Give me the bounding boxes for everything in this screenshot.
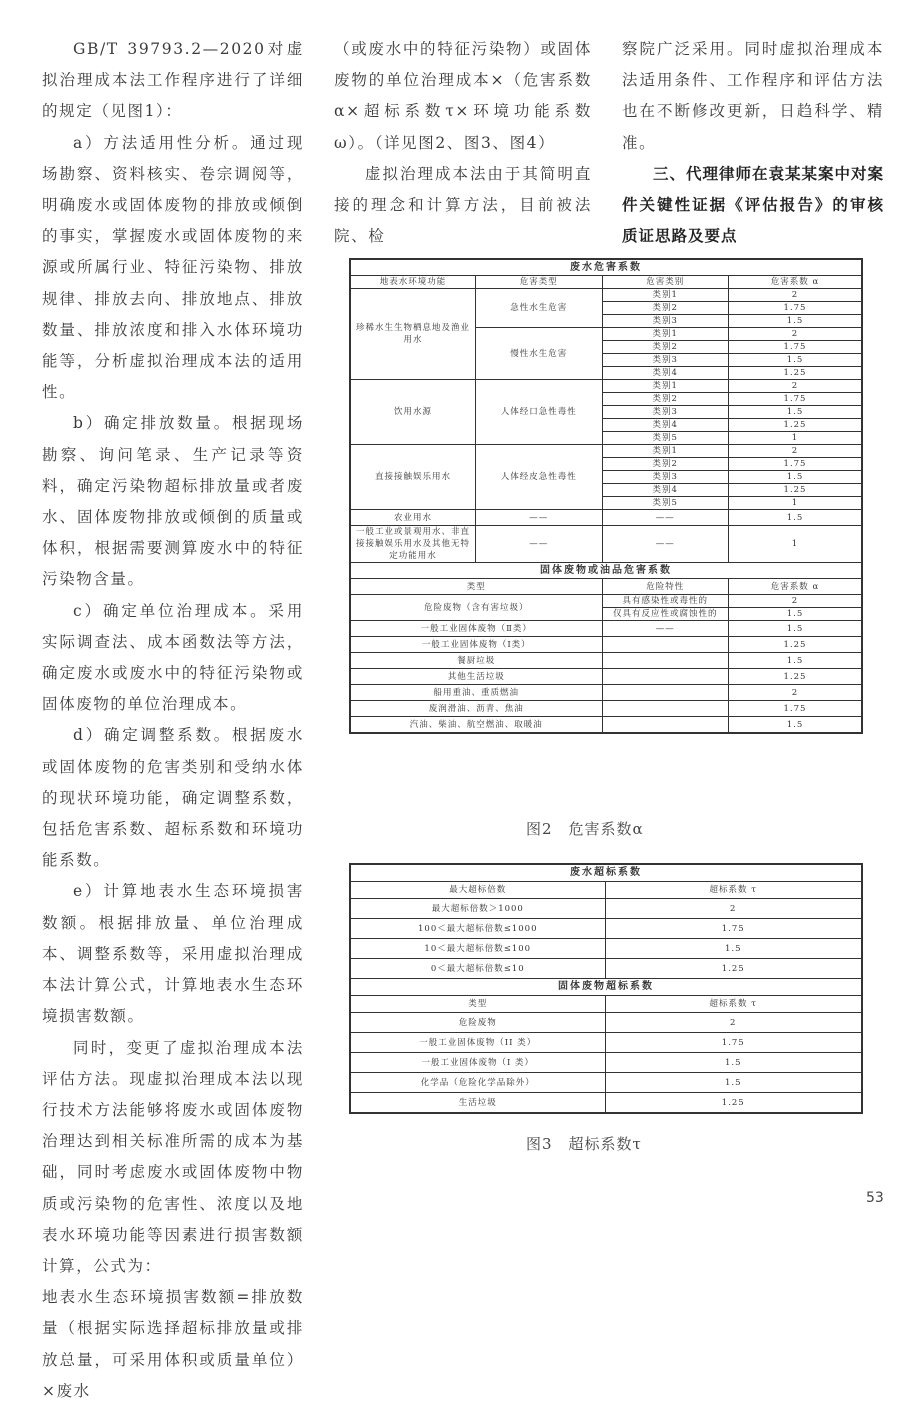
figure-3-caption: 图3 超标系数τ <box>526 1135 642 1153</box>
hazard-value-cell: 1.5 <box>729 717 863 734</box>
paragraph: （或废水中的特征污染物）或固体废物的单位治理成本×（危害系数α×超标系数τ×环境功能系数ω）。（详见图2、图3、图4） <box>334 40 592 152</box>
hazard-category-cell: —— <box>602 510 729 526</box>
table-row <box>350 899 862 919</box>
paragraph: c）确定单位治理成本。采用实际调查法、成本函数法等方法，确定废水或废水中的特征污染物或固体废物的单位治理成本。 <box>42 601 304 714</box>
column-header: 危害类别 <box>602 276 729 289</box>
hazard-feature-cell <box>602 637 729 653</box>
exceedance-value-cell: 1.5 <box>605 939 862 959</box>
exceedance-range-cell: 0＜最大超标倍数≤10 <box>350 959 605 979</box>
solid-type-cell: 一般工业固体废物（Ⅱ类） <box>350 621 602 637</box>
water-function-cell: 珍稀水生生物栖息地及渔业 用水 <box>350 289 476 380</box>
solid-type-cell: 其他生活垃圾 <box>350 669 602 685</box>
hazard-value-cell: 1.75 <box>729 701 863 717</box>
water-function-cell: 农业用水 <box>350 510 476 526</box>
column-header: 超标系数 τ <box>605 882 862 899</box>
solid-type-cell: 船用重油、重质燃油 <box>350 685 602 701</box>
paragraph: d）确定调整系数。根据废水或固体废物的危害类别和受纳水体的现状环境功能，确定调整系数，包括危害系数、超标系数和环境功能系数。 <box>42 726 304 870</box>
paragraph: 虚拟治理成本法由于其简明直接的理念和计算方法，目前被法院、检 <box>334 164 592 246</box>
exceedance-range-cell: 100＜最大超标倍数≤1000 <box>350 919 605 939</box>
hazard-value-cell: 1 <box>729 432 863 445</box>
table-title: 废水超标系数 <box>350 864 862 882</box>
table-row <box>350 1053 862 1073</box>
solid-type-cell: 汽油、柴油、航空燃油、取暖油 <box>350 717 602 734</box>
hazard-feature-cell: —— <box>602 621 729 637</box>
hazard-value-cell: 1.75 <box>729 458 863 471</box>
table-title: 固体废物或油品危害系数 <box>350 563 862 579</box>
hazard-value-cell: 1.25 <box>729 419 863 432</box>
text-column-1 <box>42 34 304 1407</box>
hazard-category-cell: 类别4 <box>602 419 729 432</box>
hazard-feature-cell <box>602 653 729 669</box>
column-header: 类型 <box>350 579 602 595</box>
solid-type-cell: 危险废物 <box>350 1013 605 1033</box>
paragraph: b）确定排放数量。根据现场勘察、询问笔录、生产记录等资料，确定污染物超标排放量或者废水、固体废物排放或倾倒的质量或体积，根据需要测算废水中的特征污染物含量。 <box>42 414 304 589</box>
table-header-row <box>350 579 862 595</box>
column-header: 地表水环境功能 <box>350 276 476 289</box>
table-row <box>350 669 862 685</box>
text-column-3 <box>622 34 884 252</box>
hazard-value-cell: 2 <box>729 328 863 341</box>
exceedance-value-cell: 1.75 <box>605 919 862 939</box>
table-row <box>350 380 862 393</box>
hazard-category-cell: 类别2 <box>602 393 729 406</box>
hazard-feature-cell <box>602 717 729 734</box>
hazard-value-cell: 1.5 <box>729 471 863 484</box>
water-function-cell: 直接接触娱乐用水 <box>350 445 476 510</box>
hazard-value-cell: 1.25 <box>729 637 863 653</box>
table-row <box>350 637 862 653</box>
paragraph: GB/T 39793.2—2020对虚拟治理成本法工作程序进行了详细的规定（见图1）： <box>42 40 304 121</box>
hazard-value-cell: 1.75 <box>729 302 863 315</box>
table-title-row <box>350 259 862 276</box>
table-row <box>350 939 862 959</box>
table-row <box>350 653 862 669</box>
paragraph: e）计算地表水生态环境损害数额。根据排放量、单位治理成本、调整系数等，采用虚拟治理成本法计算公式，计算地表水生态环境损害数额。 <box>42 882 304 1026</box>
hazard-value-cell: 1.5 <box>729 315 863 328</box>
table-row <box>350 919 862 939</box>
hazard-value-cell: 1.5 <box>729 510 863 526</box>
column-header: 类型 <box>350 996 605 1013</box>
hazard-coefficient-table <box>349 258 863 734</box>
table-row <box>350 445 862 458</box>
paragraph: 地表水生态环境损害数额=排放数量（根据实际选择超标排放量或排放总量，可采用体积或质量单位）×废水 <box>42 1288 304 1400</box>
exceedance-range-cell: 最大超标倍数＞1000 <box>350 899 605 919</box>
hazard-category-cell: 类别1 <box>602 380 729 393</box>
table-row <box>350 510 862 526</box>
exceedance-value-cell: 1.5 <box>605 1053 862 1073</box>
exceedance-value-cell: 2 <box>605 899 862 919</box>
hazard-value-cell: 1.25 <box>729 669 863 685</box>
exceedance-value-cell: 1.25 <box>605 959 862 979</box>
hazard-feature-cell: 具有感染性或毒性的 <box>602 595 729 608</box>
solid-type-cell: 化学品（危险化学品除外） <box>350 1073 605 1093</box>
exceedance-value-cell: 2 <box>605 1013 862 1033</box>
hazard-type-cell: —— <box>476 526 603 563</box>
hazard-category-cell: 类别3 <box>602 354 729 367</box>
paragraph: 察院广泛采用。同时虚拟治理成本法适用条件、工作程序和评估方法也在不断修改更新，日趋科学、精准。 <box>622 40 884 152</box>
table-row <box>350 595 862 608</box>
table-row <box>350 1093 862 1114</box>
hazard-feature-cell <box>602 669 729 685</box>
table-header-row <box>350 996 862 1013</box>
hazard-value-cell: 2 <box>729 289 863 302</box>
hazard-category-cell: 类别1 <box>602 328 729 341</box>
hazard-value-cell: 1.5 <box>729 621 863 637</box>
hazard-type-cell: 人体经皮急性毒性 <box>476 445 603 510</box>
hazard-category-cell: 类别3 <box>602 471 729 484</box>
column-header: 超标系数 τ <box>605 996 862 1013</box>
column-header: 危害类型 <box>476 276 603 289</box>
hazard-feature-cell <box>602 685 729 701</box>
solid-type-cell: 一般工业固体废物（I 类） <box>350 1053 605 1073</box>
figure-2-caption: 图2 危害系数α <box>526 820 644 838</box>
column-header: 危险特性 <box>602 579 729 595</box>
hazard-type-cell: 急性水生危害 <box>476 289 603 328</box>
hazard-feature-cell <box>602 701 729 717</box>
section-heading: 三、代理律师在袁某某案中对案件关键性证据《评估报告》的审核质证思路及要点 <box>622 164 885 246</box>
solid-type-cell: 废润滑油、沥青、焦油 <box>350 701 602 717</box>
table-row <box>350 526 862 563</box>
hazard-category-cell: 类别5 <box>602 432 729 445</box>
exceedance-value-cell: 1.5 <box>605 1073 862 1093</box>
hazard-value-cell: 2 <box>729 445 863 458</box>
hazard-value-cell: 1.25 <box>729 484 863 497</box>
text-column-2 <box>334 34 592 252</box>
solid-type-cell: 生活垃圾 <box>350 1093 605 1114</box>
hazard-category-cell: 类别4 <box>602 484 729 497</box>
hazard-value-cell: 1.75 <box>729 341 863 354</box>
column-header: 危害系数 α <box>729 276 863 289</box>
hazard-value-cell: 1.5 <box>729 354 863 367</box>
hazard-category-cell: 类别4 <box>602 367 729 380</box>
paragraph: 同时，变更了虚拟治理成本法评估方法。现虚拟治理成本法以现行技术方法能够将废水或固体废物治理达到相关标准所需的成本为基础，同时考虑废水或固体废物中物质或污染物的危害性、浓度以及地表水环境功能等因素进行损害数额计算，公式为： <box>42 1038 304 1275</box>
hazard-category-cell: 类别1 <box>602 445 729 458</box>
hazard-category-cell: —— <box>602 526 729 563</box>
page-number: 53 <box>866 1190 884 1206</box>
hazard-type-cell: 人体经口急性毒性 <box>476 380 603 445</box>
hazard-category-cell: 类别3 <box>602 315 729 328</box>
hazard-category-cell: 类别2 <box>602 341 729 354</box>
hazard-value-cell: 2 <box>729 380 863 393</box>
hazard-value-cell: 1 <box>729 526 863 563</box>
exceedance-range-cell: 10＜最大超标倍数≤100 <box>350 939 605 959</box>
table-row <box>350 717 862 734</box>
solid-type-cell: 一般工业固体废物（II 类） <box>350 1033 605 1053</box>
hazard-value-cell: 1.5 <box>729 406 863 419</box>
hazard-value-cell: 2 <box>729 685 863 701</box>
hazard-category-cell: 类别1 <box>602 289 729 302</box>
hazard-value-cell: 1.25 <box>729 367 863 380</box>
table-title-row <box>350 979 862 996</box>
exceedance-coefficient-table <box>349 863 863 1114</box>
hazard-value-cell: 1.5 <box>729 653 863 669</box>
table-title-row <box>350 563 862 579</box>
paragraph: a）方法适用性分析。通过现场勘察、资料核实、卷宗调阅等，明确废水或固体废物的排放或倾倒的事实，掌握废水或固体废物的来源或所属行业、特征污染物、排放规律、排放去向、排放地点、排放数量、排放浓度和排入水体环境功能等，分析虚拟治理成本法的适用性。 <box>42 133 304 402</box>
hazard-type-cell: —— <box>476 510 603 526</box>
exceedance-value-cell: 1.75 <box>605 1033 862 1053</box>
column-header: 危害系数 α <box>729 579 863 595</box>
hazard-value-cell: 1.75 <box>729 393 863 406</box>
column-header: 最大超标倍数 <box>350 882 605 899</box>
table-title: 废水危害系数 <box>350 259 862 276</box>
hazard-category-cell: 类别2 <box>602 302 729 315</box>
hazard-value-cell: 2 <box>729 595 863 608</box>
table-row <box>350 1073 862 1093</box>
exceedance-value-cell: 1.25 <box>605 1093 862 1114</box>
table-row <box>350 685 862 701</box>
table-header-row <box>350 276 862 289</box>
water-function-cell: 一般工业或景观用水、非直 接接触娱乐用水及其他无特 定功能用水 <box>350 526 476 563</box>
water-function-cell: 饮用水源 <box>350 380 476 445</box>
table-row <box>350 621 862 637</box>
hazard-category-cell: 类别3 <box>602 406 729 419</box>
hazard-feature-cell: 仅具有反应性或腐蚀性的 <box>602 608 729 621</box>
table-row <box>350 959 862 979</box>
table-row <box>350 289 862 302</box>
table-row <box>350 701 862 717</box>
table-row <box>350 1013 862 1033</box>
table-title: 固体废物超标系数 <box>350 979 862 996</box>
hazard-category-cell: 类别5 <box>602 497 729 510</box>
table-title-row <box>350 864 862 882</box>
table-header-row <box>350 882 862 899</box>
hazard-type-cell: 慢性水生危害 <box>476 328 603 380</box>
solid-type-cell: 危险废物（含有害垃圾） <box>350 595 602 621</box>
hazard-value-cell: 1 <box>729 497 863 510</box>
table-row <box>350 1033 862 1053</box>
hazard-category-cell: 类别2 <box>602 458 729 471</box>
solid-type-cell: 餐厨垃圾 <box>350 653 602 669</box>
solid-type-cell: 一般工业固体废物（Ⅰ类） <box>350 637 602 653</box>
hazard-value-cell: 1.5 <box>729 608 863 621</box>
